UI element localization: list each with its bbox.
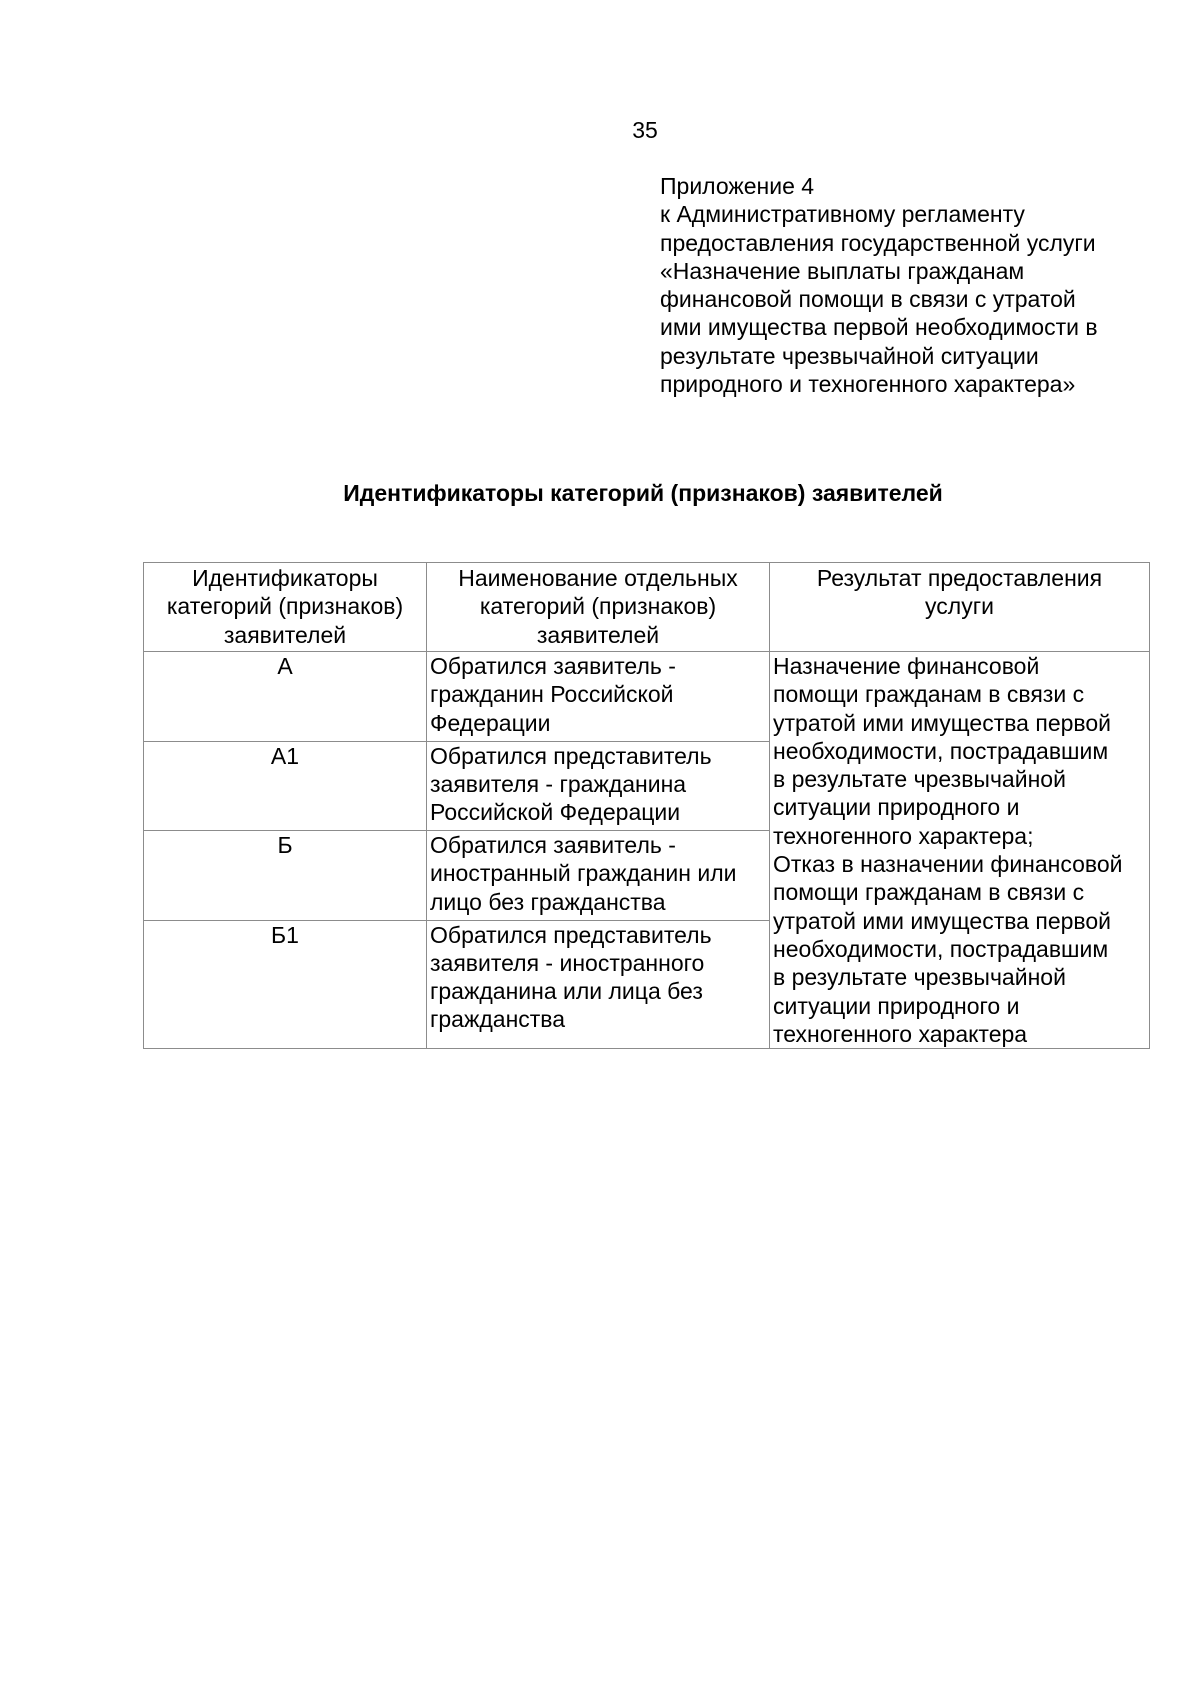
document-title: Идентификаторы категорий (признаков) заявителей xyxy=(343,480,943,506)
cell-line: гражданина или лица без xyxy=(430,978,703,1005)
result-line: необходимости, пострадавшим xyxy=(773,737,1109,764)
appendix-line: «Назначение выплаты гражданам xyxy=(660,257,1025,284)
cell-line: Российской Федерации xyxy=(430,799,681,826)
appendix-line: природного и техногенного характера» xyxy=(660,371,1076,398)
result-line: в результате чрезвычайной xyxy=(773,766,1066,793)
result-line: Назначение финансовой xyxy=(773,653,1040,679)
header-category-name xyxy=(427,563,770,652)
category-id-cell: А1 xyxy=(144,741,427,831)
result-line: в результате чрезвычайной xyxy=(773,964,1066,991)
appendix-line: ими имущества первой необходимости в xyxy=(660,314,1098,341)
categories-table xyxy=(143,562,1150,1049)
appendix-line: результате чрезвычайной ситуации xyxy=(660,342,1039,369)
result-line: ситуации природного и xyxy=(773,992,1020,1019)
cell-line: гражданин Российской xyxy=(430,681,674,708)
table-row xyxy=(144,652,1150,742)
result-line: техногенного характера; xyxy=(773,822,1034,849)
cell-line: заявителя - гражданина xyxy=(430,770,687,797)
cell-line: Федерации xyxy=(430,709,551,736)
result-line: помощи гражданам в связи с xyxy=(773,681,1085,708)
cell-line: Обратился представитель xyxy=(430,742,712,769)
header-line: категорий (признаков) xyxy=(479,593,717,620)
result-line: помощи гражданам в связи с xyxy=(773,879,1085,906)
category-name-cell xyxy=(427,741,770,831)
cell-line: заявителя - иностранного xyxy=(430,949,705,976)
result-line: утратой ими имущества первой xyxy=(773,709,1112,736)
result-line: утратой ими имущества первой xyxy=(773,907,1112,934)
header-line: категорий (признаков) xyxy=(166,593,404,620)
cell-line: Обратился заявитель - xyxy=(430,653,676,679)
category-name-cell xyxy=(427,652,770,742)
header-line: Наименование отдельных xyxy=(458,565,738,591)
appendix-line: финансовой помощи в связи с утратой xyxy=(660,286,1076,313)
result-cell xyxy=(770,652,1150,1049)
table-header-row xyxy=(144,563,1150,652)
cell-line: лицо без гражданства xyxy=(430,888,666,915)
header-line: заявителей xyxy=(536,621,660,648)
appendix-note xyxy=(660,172,1180,398)
result-line: Отказ в назначении финансовой xyxy=(773,851,1123,878)
cell-line: Обратился заявитель - xyxy=(430,832,676,858)
header-result xyxy=(770,563,1150,652)
result-line: ситуации природного и xyxy=(773,794,1020,821)
page-number: 35 xyxy=(632,117,658,143)
header-line: заявителей xyxy=(223,621,347,648)
header-line: Идентификаторы xyxy=(192,565,378,591)
category-id-cell: А xyxy=(144,652,427,742)
header-line: Результат предоставления xyxy=(816,565,1103,591)
category-id-cell: Б xyxy=(144,831,427,921)
header-identifiers xyxy=(144,563,427,652)
category-id-cell: Б1 xyxy=(144,920,427,1049)
cell-line: иностранный гражданин или xyxy=(430,860,737,887)
appendix-line: Приложение 4 xyxy=(660,173,815,199)
cell-line: Обратился представитель xyxy=(430,921,712,948)
appendix-line: предоставления государственной услуги xyxy=(660,229,1096,256)
category-name-cell xyxy=(427,920,770,1049)
result-line: необходимости, пострадавшим xyxy=(773,935,1109,962)
appendix-line: к Административному регламенту xyxy=(660,201,1025,228)
header-line: услуги xyxy=(925,593,994,620)
result-line: техногенного характера xyxy=(773,1020,1028,1047)
category-name-cell xyxy=(427,831,770,921)
cell-line: гражданства xyxy=(430,1006,566,1033)
